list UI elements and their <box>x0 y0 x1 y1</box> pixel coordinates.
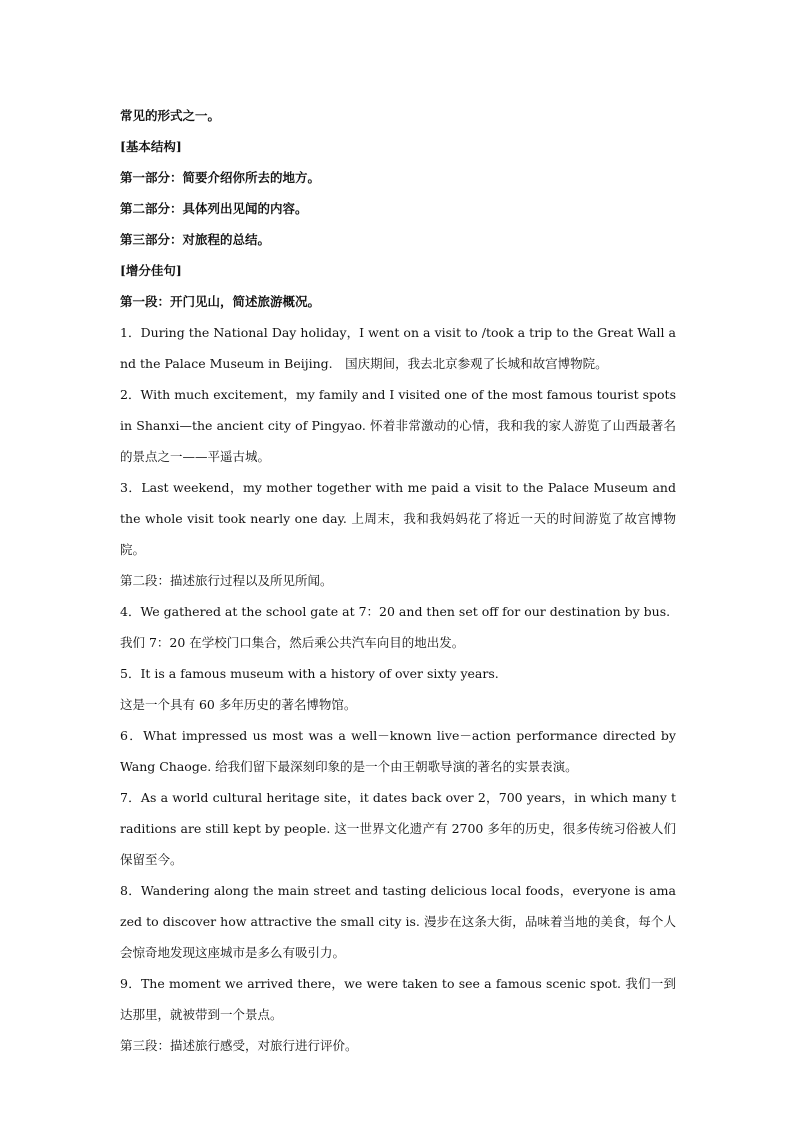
paragraph-2-heading: 第二段：描述旅行过程以及所见所闻。 <box>120 573 333 588</box>
structure-part-2: 第二部分：具体列出见闻的内容。 <box>120 201 308 216</box>
sentence-item-9: 9．The moment we arrived there，we were taken to see a famous scenic spot. 我们一到达那里，就被带到一个景点。 <box>120 976 676 1022</box>
document-page <box>120 100 676 1061</box>
section-heading-basic-structure: [基本结构] <box>120 139 182 154</box>
sentence-item-8: 8．Wandering along the main street and tasting delicious local foods，everyone is amazed to discover how attractive the small city is. 漫步在这条大街，品味着当地的美食，每个人会惊奇地发现这座城市是多么有吸引力。 <box>120 883 676 960</box>
section-heading-bonus-sentences: [增分佳句] <box>120 263 182 278</box>
sentence-item-5-chinese: 这是一个具有 60 多年历史的著名博物馆。 <box>120 697 357 712</box>
paragraph-1-heading: 第一段：开门见山，简述旅游概况。 <box>120 294 321 309</box>
sentence-item-2: 2．With much excitement，my family and I visited one of the most famous tourist spots in Shanxi—the ancient city of Pingyao. 怀着非常激动的心情，我和我的家人游览了山西最著名的景点之一——平遥古城。 <box>120 387 676 464</box>
sentence-item-4-chinese: 我们 7：20 在学校门口集合，然后乘公共汽车向目的地出发。 <box>120 635 465 650</box>
intro-tail-text: 常见的形式之一。 <box>120 108 221 123</box>
sentence-item-4-english: 4．We gathered at the school gate at 7：20 and then set off for our destination by bus. <box>120 604 671 619</box>
sentence-item-1: 1．During the National Day holiday，I went on a visit to /took a trip to the Great Wall and the Palace Museum in Beijing. 国庆期间，我去北京参观了长城和故宫博物院。 <box>120 325 676 371</box>
sentence-item-3: 3．Last weekend，my mother together with me paid a visit to the Palace Museum and the whole visit took nearly one day. 上周末，我和我妈妈花了将近一天的时间游览了故宫博物院。 <box>120 480 676 557</box>
sentence-item-5-english: 5．It is a famous museum with a history of over sixty years. <box>120 666 499 681</box>
sentence-item-7: 7．As a world cultural heritage site，it dates back over 2，700 years，in which many traditions are still kept by people. 这一世界文化遗产有 2700 多年的历史，很多传统习俗被人们保留至今。 <box>120 790 676 867</box>
structure-part-3: 第三部分：对旅程的总结。 <box>120 232 271 247</box>
structure-part-1: 第一部分：简要介绍你所去的地方。 <box>120 170 321 185</box>
sentence-item-6: 6．What impressed us most was a well－known live－action performance directed by Wang Chaoge. 给我们留下最深刻印象的是一个由王朝歌导演的著名的实景表演。 <box>120 728 676 774</box>
paragraph-3-heading: 第三段：描述旅行感受，对旅行进行评价。 <box>120 1038 358 1053</box>
